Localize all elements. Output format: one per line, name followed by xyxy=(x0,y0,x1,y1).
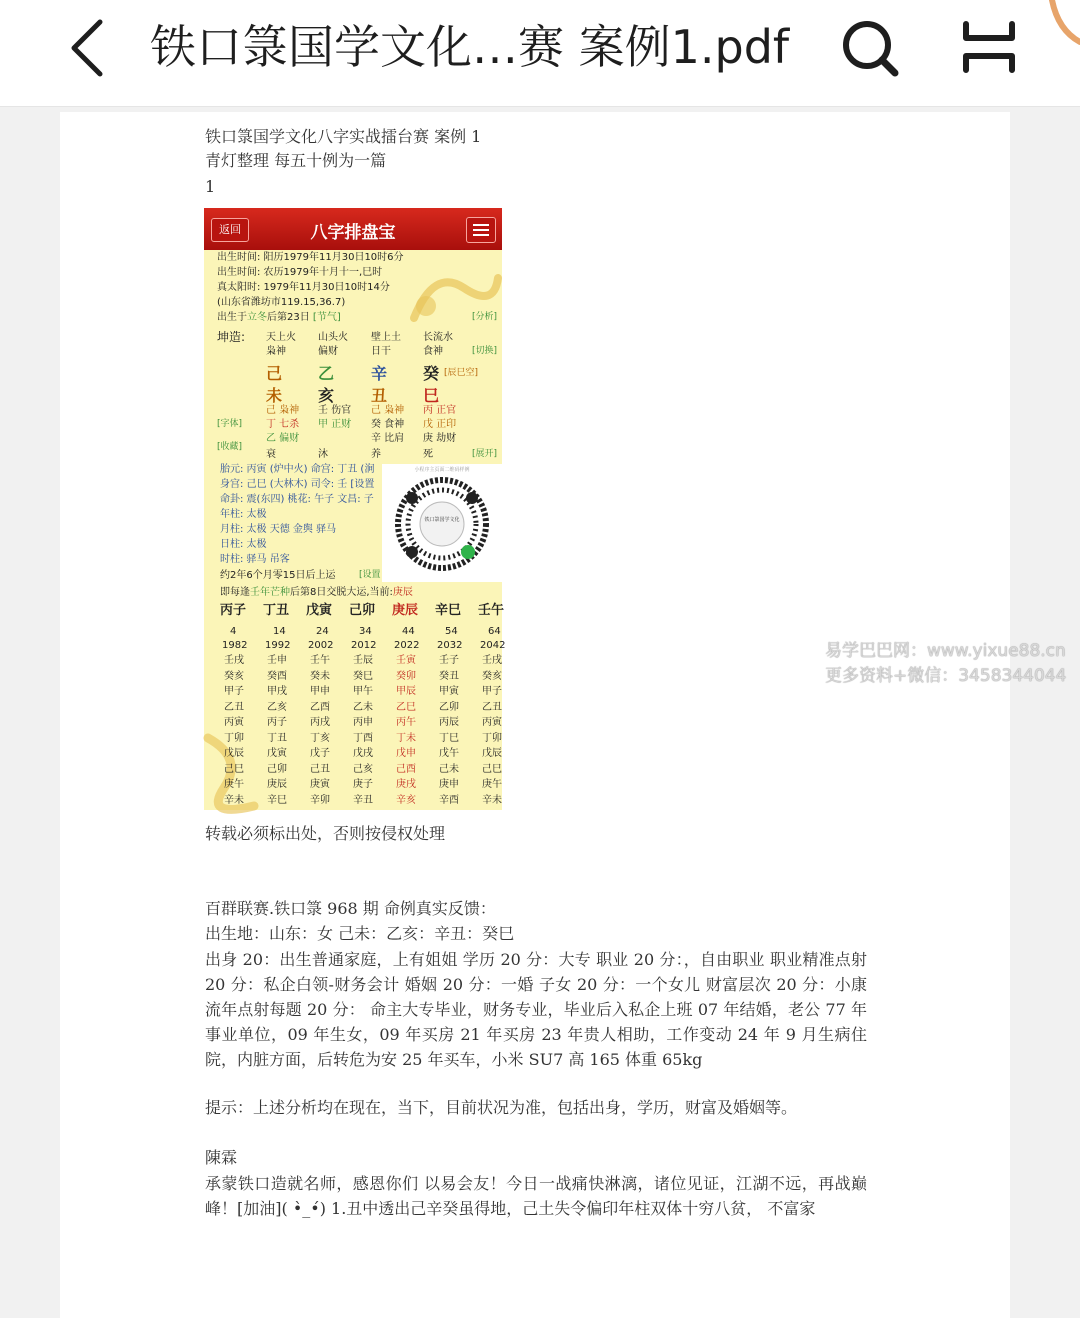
liunian-cell: 戊申 xyxy=(396,748,416,759)
liunian-cell: 辛亥 xyxy=(396,794,416,806)
liunian-cell: 丙午 xyxy=(396,717,416,728)
jieqi-link[interactable]: [节气] xyxy=(312,312,341,323)
stem-month: 乙 xyxy=(318,364,335,383)
shishen-hour: 食神 xyxy=(423,346,443,357)
font-link[interactable]: [字体] xyxy=(217,419,243,429)
liunian-cell: 壬辰 xyxy=(353,655,373,666)
liunian-cell: 乙卯 xyxy=(439,701,459,713)
dayun-pillar: 庚辰 xyxy=(392,603,419,618)
liunian-cell: 甲辰 xyxy=(396,686,416,697)
birth-info-line: 出生地：山东：女 己未：乙亥：辛丑：癸巳 xyxy=(205,924,515,943)
shizhu-shensha: 时柱: 驿马 吊客 xyxy=(220,554,290,565)
dayun-age: 34 xyxy=(359,626,372,637)
dayun-year: 2032 xyxy=(437,640,463,651)
hidden-stem: 丙 正官 xyxy=(423,405,457,416)
liunian-cell: 乙亥 xyxy=(267,701,287,713)
kongwang-tag: [辰巳空] xyxy=(444,368,479,378)
dayun-year: 1982 xyxy=(222,640,248,651)
liunian-cell: 丙寅 xyxy=(482,717,502,728)
repost-notice: 转载必须标出处，否则按侵权处理 xyxy=(205,824,446,843)
hidden-stem: 癸 食神 xyxy=(371,419,405,430)
dayun-year: 2042 xyxy=(480,640,506,651)
liunian-cell: 甲戌 xyxy=(267,686,287,697)
app-header xyxy=(204,208,502,250)
expand-icon[interactable] xyxy=(958,20,1020,74)
branch-year: 未 xyxy=(266,386,283,405)
qr-code-icon xyxy=(396,478,488,570)
dayun-age: 4 xyxy=(230,626,237,637)
liunian-cell: 癸酉 xyxy=(267,670,287,682)
liunian-cell: 丁丑 xyxy=(267,732,287,744)
liunian-cell: 辛巳 xyxy=(267,794,287,806)
watermark-website: 易学巴巴网：www.yixue88.cn xyxy=(825,641,1066,661)
shishen-day: 日干 xyxy=(371,346,391,357)
document-title: 铁口箓国学文化…赛 案例1.pdf xyxy=(150,20,790,74)
liunian-cell: 壬子 xyxy=(439,655,459,666)
stem-year: 己 xyxy=(266,364,283,383)
dayun-pillar: 戊寅 xyxy=(306,603,333,618)
app-back-button[interactable]: 返回 xyxy=(211,218,249,242)
dayun-pillar: 己卯 xyxy=(349,603,376,618)
liunian-cell: 己巳 xyxy=(482,763,502,775)
app-title: 八字排盘宝 xyxy=(310,223,396,243)
hidden-stem: 乙 偏财 xyxy=(266,433,300,444)
dayun-pillar: 辛巳 xyxy=(435,603,462,618)
liunian-cell: 乙巳 xyxy=(396,701,416,713)
liunian-cell: 戊子 xyxy=(310,748,330,759)
bazi-app-screenshot xyxy=(204,208,506,810)
liunian-cell: 丁酉 xyxy=(353,732,373,744)
switch-link[interactable]: [切换] xyxy=(472,346,498,356)
liunian-cell: 丙辰 xyxy=(439,717,459,728)
dayun-year: 2022 xyxy=(394,640,420,651)
liunian-cell: 壬戌 xyxy=(224,655,244,666)
liunian-cell: 乙丑 xyxy=(224,701,244,713)
liunian-cell: 丙寅 xyxy=(224,717,244,728)
dayun-age: 64 xyxy=(488,626,501,637)
liunian-cell: 庚寅 xyxy=(310,779,330,790)
stem-hour: 癸 xyxy=(423,364,440,383)
liunian-cell: 甲子 xyxy=(224,686,244,697)
liunian-cell: 乙丑 xyxy=(482,701,502,713)
true-solar-time: 真太阳时: 1979年11月30日10时14分 xyxy=(217,282,390,293)
hidden-stem: 壬 伤官 xyxy=(318,405,352,416)
hidden-stem: 丁 七杀 xyxy=(266,419,300,430)
dayun-age: 54 xyxy=(445,626,458,637)
qiyun-line: 约2年6个月零15日后上运 xyxy=(220,570,336,581)
collect-link[interactable]: [收藏] xyxy=(217,442,243,452)
liunian-cell: 丙子 xyxy=(267,717,287,728)
liunian-cell: 癸丑 xyxy=(439,670,459,682)
liunian-cell: 癸未 xyxy=(310,670,330,682)
liunian-cell: 丁亥 xyxy=(310,732,330,744)
birth-location: (山东省潍坊市119.15,36.7) xyxy=(217,297,346,308)
liunian-cell: 甲午 xyxy=(353,686,373,697)
doc-header-editor: 青灯整理 每五十例为一篇 xyxy=(205,151,387,170)
qr-center-label: 铁口箓国学文化 xyxy=(424,517,460,523)
watermark-contact: 更多资料+微信：3458344044 xyxy=(825,666,1067,686)
jiaoyun-line: 即每逢壬年芒种后第8日交脱大运,当前:庚辰 xyxy=(220,587,413,598)
birth-lunar-time: 出生时间: 农历1979年十月十一,巳时 xyxy=(217,267,383,278)
liunian-cell: 戊寅 xyxy=(267,748,287,759)
doc-case-number: 1 xyxy=(205,177,216,196)
qr-code-card xyxy=(382,464,502,582)
birth-solar-time: 出生时间: 阳历1979年11月30日10时6分 xyxy=(217,252,404,263)
feedback-paragraph: 出身 20：出生普通家庭，上有姐姐 学历 20 分：大专 职业 20 分：，自由职业 职业精准点射 20 分：私企白领-财务会计 婚姻 20 分：一婚 子女 20 分：一个女儿 财富层次 20 分：小康 流年点射每题 20 分： 命主大专毕业，财务专业，毕业后入私企上班 07 年结婚，老公 77 年事业单位，09 年生女，09 年买房 21 年买房 23 年贵人相助，工作变动 24 年 9 月生病住院，内脏方面，后转危为安 25 年买车，小米 SU7 高 165 体重 65kg xyxy=(205,950,867,1069)
shishen-month: 偏财 xyxy=(318,346,338,357)
liunian-cell: 丁卯 xyxy=(224,732,244,744)
dayun-age: 24 xyxy=(316,626,329,637)
expand-link[interactable]: [展开] xyxy=(472,449,498,459)
liunian-cell: 庚申 xyxy=(439,779,459,790)
liunian-cell: 丁卯 xyxy=(482,732,502,744)
liunian-cell: 癸亥 xyxy=(224,670,244,682)
dayun-year: 2012 xyxy=(351,640,377,651)
hidden-stem: 戊 正印 xyxy=(423,419,457,430)
dayun-year: 1992 xyxy=(265,640,291,651)
liunian-cell: 甲寅 xyxy=(439,686,459,697)
taiyuan-line: 胎元: 丙寅 (炉中火) 命宫: 丁丑 (涧 xyxy=(220,464,375,475)
liunian-cell: 乙未 xyxy=(353,701,373,713)
liunian-cell: 癸卯 xyxy=(396,670,416,682)
liunian-cell: 庚午 xyxy=(482,779,502,790)
dayun-pillar: 丙子 xyxy=(220,603,247,618)
jieqi-line: 出生于立冬后第23日 [节气] xyxy=(217,312,341,323)
liunian-cell: 庚戌 xyxy=(396,779,416,790)
liunian-cell: 戊午 xyxy=(439,748,459,759)
dayun-age: 14 xyxy=(273,626,286,637)
liunian-cell: 庚辰 xyxy=(267,779,287,790)
liunian-cell: 壬寅 xyxy=(396,655,416,666)
liunian-cell: 丁巳 xyxy=(439,732,459,744)
dayun-pillar: 壬午 xyxy=(478,603,505,618)
qiyun-settings-link[interactable]: [设置 xyxy=(359,570,381,580)
pdf-page[interactable] xyxy=(60,112,1010,1318)
changsheng-year: 衰 xyxy=(266,449,276,460)
hidden-stem: 庚 劫财 xyxy=(423,433,457,444)
changsheng-month: 沐 xyxy=(318,449,328,460)
stem-day: 辛 xyxy=(371,364,388,383)
changsheng-day: 养 xyxy=(371,449,381,460)
top-bar xyxy=(0,0,1080,107)
liunian-cell: 癸亥 xyxy=(482,670,502,682)
doc-header-title: 铁口箓国学文化八字实战擂台赛 案例 1 xyxy=(205,127,482,146)
liunian-cell: 辛未 xyxy=(224,794,244,806)
hidden-stem: 己 枭神 xyxy=(266,405,300,416)
liunian-cell: 甲子 xyxy=(482,686,502,697)
liunian-cell: 壬午 xyxy=(310,655,330,666)
nayin-day: 壁上土 xyxy=(371,332,401,343)
qr-caption: 小程序主页面二维码样例 xyxy=(414,467,470,473)
comment-author: 陳霖 xyxy=(205,1148,238,1167)
branch-day: 丑 xyxy=(371,386,388,405)
branch-month: 亥 xyxy=(318,386,335,405)
tip-line: 提示：上述分析均在现在，当下，目前状况为准，包括出身，学历，财富及婚姻等。 xyxy=(205,1098,798,1117)
hidden-stem: 甲 正财 xyxy=(318,419,352,430)
liunian-cell: 戊戌 xyxy=(353,748,373,759)
liunian-cell: 己卯 xyxy=(267,763,287,775)
liunian-cell: 辛丑 xyxy=(353,794,373,806)
rizhu-shensha: 日柱: 太极 xyxy=(220,539,267,550)
liunian-cell: 癸巳 xyxy=(353,670,373,682)
dayun-year: 2002 xyxy=(308,640,334,651)
liunian-cell: 辛卯 xyxy=(310,794,330,806)
analysis-link[interactable]: [分析] xyxy=(472,312,498,322)
liunian-cell: 己未 xyxy=(439,763,459,775)
liunian-cell: 己巳 xyxy=(224,763,244,775)
liunian-cell: 戊辰 xyxy=(482,748,502,759)
hidden-stem: 己 枭神 xyxy=(371,405,405,416)
liunian-cell: 庚子 xyxy=(353,779,373,790)
liunian-cell: 己酉 xyxy=(396,763,416,775)
changsheng-hour: 死 xyxy=(423,449,433,460)
liunian-cell: 壬戌 xyxy=(482,655,502,666)
dayun-age: 44 xyxy=(402,626,415,637)
chevron-left-icon[interactable] xyxy=(66,16,114,80)
liunian-cell: 庚午 xyxy=(224,779,244,790)
liunian-cell: 辛未 xyxy=(482,794,502,806)
hamburger-menu-icon[interactable] xyxy=(466,217,496,243)
nayin-year: 天上火 xyxy=(266,332,296,343)
nianzhu-shensha: 年柱: 太极 xyxy=(220,509,267,520)
liunian-cell: 壬申 xyxy=(267,655,287,666)
liunian-cell: 丙申 xyxy=(353,717,373,728)
search-icon[interactable] xyxy=(840,18,900,78)
kunzao-label: 坤造: xyxy=(217,330,246,344)
liunian-cell: 丁未 xyxy=(396,732,416,744)
nayin-hour: 长流水 xyxy=(423,332,453,343)
shishen-year: 枭神 xyxy=(266,346,286,357)
nayin-month: 山头火 xyxy=(318,332,348,343)
minggua-line: 命卦: 震(东四) 桃花: 午子 文昌: 子 xyxy=(220,494,374,505)
shengong-line: 身宫: 己巳 (大林木) 司令: 壬 [设置 xyxy=(220,479,375,490)
hidden-stem: 辛 比肩 xyxy=(371,433,405,444)
liunian-cell: 己亥 xyxy=(353,763,373,775)
liunian-cell: 辛酉 xyxy=(439,794,459,806)
branch-hour: 巳 xyxy=(423,386,440,405)
yuezhu-shensha: 月柱: 太极 天德 金舆 驿马 xyxy=(220,524,337,535)
liunian-cell: 甲申 xyxy=(310,686,330,697)
dayun-pillar: 丁丑 xyxy=(263,603,290,618)
liunian-cell: 丙戌 xyxy=(310,717,330,728)
match-info-line: 百群联赛.铁口箓 968 期 命例真实反馈： xyxy=(205,899,496,918)
liunian-cell: 乙酉 xyxy=(310,701,330,713)
decorative-arc-icon xyxy=(1040,0,1080,48)
liunian-cell: 己丑 xyxy=(310,763,330,775)
comment-paragraph: 承蒙铁口造就名师，感恩你们 以易会友！今日一战痛快淋漓，诸位见证，江湖不远，再战巅峰！[加油]( •̀_•́) 1.丑中透出己辛癸虽得地，己土失令偏印年柱双体十穷八贫， 不富家 xyxy=(205,1174,867,1218)
liunian-cell: 戊辰 xyxy=(224,748,244,759)
